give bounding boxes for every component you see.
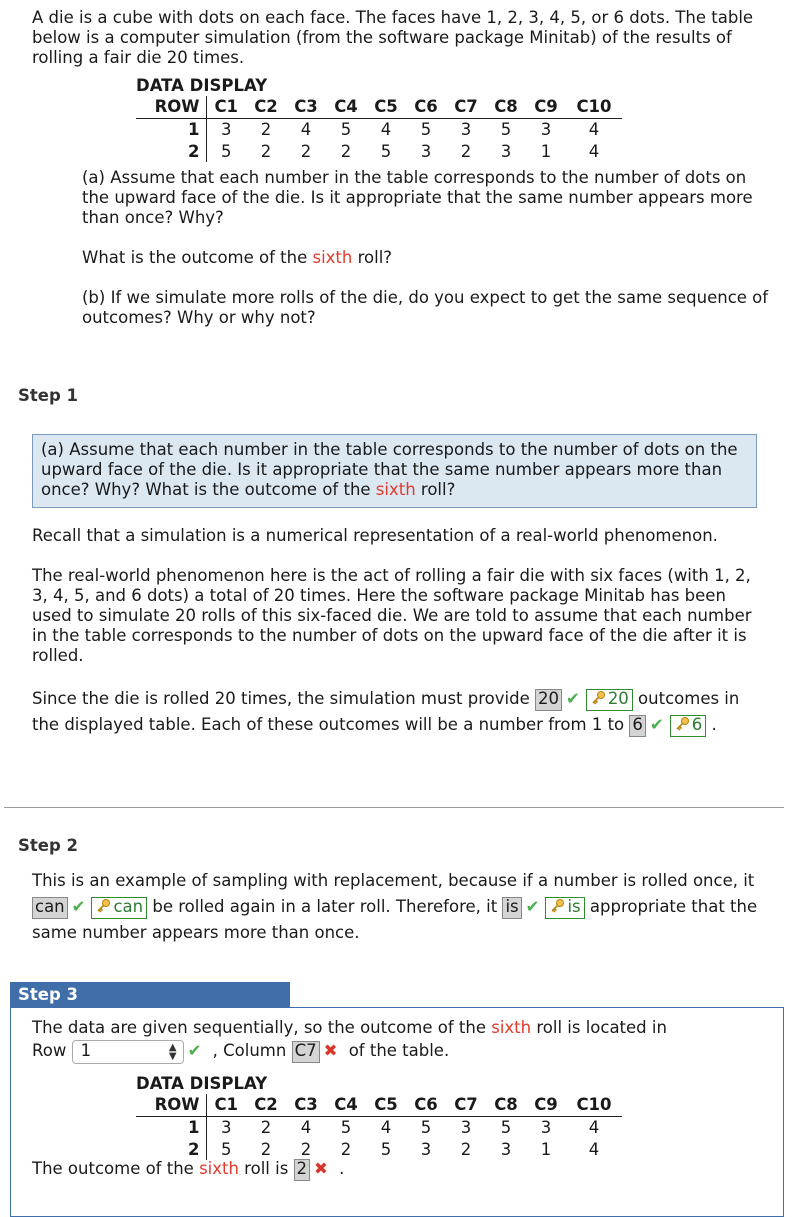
divider: [4, 807, 784, 808]
column-header: C10: [566, 1094, 622, 1116]
step2-text: [32, 868, 772, 946]
column-header: C8: [486, 1094, 526, 1116]
part-a-text: (a) Assume that each number in the table corresponds to the number of dots on the upward face of the die. Is it appropriate that the same number appears more than once? Why?: [82, 168, 753, 227]
table-cell: 2: [300, 141, 312, 161]
table-cell: 5: [500, 119, 512, 139]
column-header: C3: [286, 96, 326, 118]
table-cell: 5: [380, 1139, 392, 1159]
step3-mid: roll is located in: [531, 1018, 667, 1037]
column-header: C2: [246, 96, 286, 118]
column-label: , Column: [212, 1041, 287, 1060]
step1-question-box: [32, 434, 757, 508]
key-icon: [674, 716, 690, 732]
table-row: [136, 1116, 622, 1138]
check-icon: ✔: [649, 715, 664, 734]
step3-body: [32, 1018, 772, 1182]
table-cell: 4: [380, 1117, 392, 1137]
table-cell: 3: [460, 1117, 472, 1137]
table-title: DATA DISPLAY: [136, 76, 268, 95]
check-icon: ✔: [71, 897, 86, 916]
answer-key-is[interactable]: [545, 897, 584, 919]
box-pre: (a) Assume that each number in the table corresponds to the number of dots on the upward face of the die. Is it appropriate that the same number appears more than once? Why? What is the outcome of the: [41, 440, 738, 499]
since-post: .: [706, 715, 717, 734]
table-row: [136, 118, 622, 140]
outcome-line: [32, 1156, 772, 1182]
key-value: can: [113, 896, 144, 916]
step1-body: [32, 526, 762, 738]
step3-header: Step 3: [10, 982, 290, 1008]
question-intro: A die is a cube with dots on each face. The faces have 1, 2, 3, 4, 5, or 6 dots. The table below is a computer simulation (from the software package Minitab) of the results of rolling a fair die 20 times.: [32, 8, 754, 67]
table-cell: 3: [540, 1117, 552, 1137]
column-header: C6: [406, 1094, 446, 1116]
column-header: C4: [326, 96, 366, 118]
row-number: 1: [136, 118, 206, 140]
answer-field-is[interactable]: is: [502, 897, 521, 919]
question-block: [32, 8, 772, 328]
table-cell: 4: [588, 119, 600, 139]
part-b-text: (b) If we simulate more rolls of the die, do you expect to get the same sequence of outcomes? Why or why not?: [82, 288, 769, 327]
outcome-answer-field[interactable]: 2: [294, 1159, 311, 1181]
box-post: roll?: [415, 480, 456, 499]
column-header: C9: [526, 96, 566, 118]
step2-label: Step 2: [18, 836, 78, 855]
step2-mid: be rolled again in a later roll. Therefore, it: [147, 897, 503, 916]
data-display-table-2: [136, 1074, 772, 1160]
outcome-pre: What is the outcome of the: [82, 248, 313, 267]
cross-icon: ✖: [323, 1041, 338, 1060]
since-line: [32, 686, 762, 738]
column-header: C8: [486, 96, 526, 118]
column-header: C7: [446, 96, 486, 118]
key-icon: [549, 898, 565, 914]
outcome-sixth: sixth: [199, 1159, 239, 1178]
key-icon: [95, 898, 111, 914]
table-cell: 3: [460, 119, 472, 139]
sixth-word: sixth: [312, 248, 353, 267]
key-value: is: [567, 896, 581, 916]
row-number: 2: [136, 1138, 206, 1160]
step3-pre: The data are given sequentially, so the outcome of the: [32, 1018, 492, 1037]
column-header: C5: [366, 1094, 406, 1116]
answer-field-6[interactable]: 6: [629, 715, 646, 737]
check-icon: ✔: [187, 1041, 202, 1060]
table-cell: 3: [420, 1139, 432, 1159]
step2-post: appropriate that the same number appears more than once.: [32, 897, 758, 942]
column-header: C7: [446, 1094, 486, 1116]
answer-field-20[interactable]: 20: [535, 689, 562, 711]
column-answer-field[interactable]: C7: [292, 1041, 320, 1063]
column-header: C4: [326, 1094, 366, 1116]
table-cell: 4: [588, 1139, 600, 1159]
column-header: C6: [406, 96, 446, 118]
select-arrows-icon: ▲ ▼: [168, 1041, 177, 1062]
table-cell: 1: [540, 141, 552, 161]
table-cell: 5: [420, 1117, 432, 1137]
of-table: of the table.: [343, 1041, 450, 1060]
row-label: Row: [32, 1041, 67, 1060]
outcome-post: roll?: [352, 248, 393, 267]
table-cell: 5: [221, 141, 232, 161]
table-cell: 2: [340, 141, 352, 161]
step3-row-line: [32, 1038, 772, 1064]
table-cell: 2: [460, 1139, 472, 1159]
table-cell: 4: [588, 1117, 600, 1137]
table-cell: 4: [300, 119, 312, 139]
answer-key-20[interactable]: [586, 689, 633, 711]
outcome-pre-3: The outcome of the: [32, 1159, 200, 1178]
table-cell: 1: [540, 1139, 552, 1159]
table-cell: 3: [540, 119, 552, 139]
key-value: 6: [691, 714, 703, 734]
table-cell: 3: [500, 1139, 512, 1159]
cross-icon: ✖: [314, 1159, 328, 1178]
question-parts: [82, 168, 772, 328]
step3-text: [32, 1018, 772, 1038]
row-number: 1: [136, 1116, 206, 1138]
table-cell: 5: [340, 1117, 352, 1137]
answer-key-can[interactable]: [91, 897, 147, 919]
answer-field-can[interactable]: can: [32, 897, 68, 919]
table-cell: 2: [260, 1117, 272, 1137]
table-cell: 5: [500, 1117, 512, 1137]
column-header: C2: [246, 1094, 286, 1116]
table-cell: 5: [380, 141, 392, 161]
table-cell: 2: [460, 141, 472, 161]
table-cell: 4: [588, 141, 600, 161]
column-header: C10: [566, 96, 622, 118]
data-display-table: [136, 76, 772, 162]
column-header: C3: [286, 1094, 326, 1116]
outcome-question: [82, 248, 772, 268]
key-value: 20: [607, 688, 629, 708]
step1-box-text: [41, 440, 748, 500]
step2-body: [32, 868, 772, 946]
step1-label: Step 1: [18, 386, 78, 405]
key-icon: [590, 690, 606, 706]
row-select-value: 1: [80, 1040, 92, 1060]
table-cell: 2: [260, 141, 272, 161]
since-pre: Since the die is rolled 20 times, the simulation must provide: [32, 689, 535, 708]
column-header: C1: [206, 1094, 246, 1116]
table-cell: 3: [500, 141, 512, 161]
table-cell: 3: [221, 119, 232, 139]
table-cell: 2: [260, 1139, 272, 1159]
outcome-post-3: .: [333, 1159, 345, 1178]
answer-key-6[interactable]: [670, 715, 707, 737]
table-cell: 5: [420, 119, 432, 139]
table-cell: 4: [380, 119, 392, 139]
data-table: [136, 96, 622, 162]
step2-pre: This is an example of sampling with replacement, because if a number is rolled once, it: [32, 871, 755, 890]
outcome-mid: roll is: [238, 1159, 294, 1178]
column-header: C5: [366, 96, 406, 118]
phenomenon-text: The real-world phenomenon here is the act of rolling a fair die with six faces (with 1, 2, 3, 4, 5, and 6 dots) a total of 20 times. Here the software package Minitab has been used to simulate 20 rolls of this six-faced die. We are told to assume that each number in the table corresponds to the number of dots on the upward face of the die after it is rolled.: [32, 566, 752, 665]
column-header: ROW: [136, 1094, 206, 1116]
table-title-2: DATA DISPLAY: [136, 1074, 268, 1093]
since-mid: outcomes in the displayed table. Each of these outcomes will be a number from 1 to: [32, 689, 740, 734]
table-row: [136, 140, 622, 162]
row-number: 2: [136, 140, 206, 162]
recall-text: Recall that a simulation is a numerical representation of a real-world phenomenon.: [32, 526, 718, 545]
table-cell: 5: [221, 1139, 232, 1159]
table-cell: 4: [300, 1117, 312, 1137]
table-cell: 2: [340, 1139, 352, 1159]
column-header: C9: [526, 1094, 566, 1116]
table-cell: 3: [221, 1117, 232, 1137]
data-table-2: [136, 1094, 622, 1160]
check-icon: ✔: [525, 897, 540, 916]
table-cell: 5: [340, 119, 352, 139]
row-select[interactable]: [72, 1040, 184, 1064]
table-cell: 3: [420, 141, 432, 161]
table-cell: 2: [260, 119, 272, 139]
box-sixth: sixth: [375, 480, 416, 499]
table-cell: 2: [300, 1139, 312, 1159]
check-icon: ✔: [565, 689, 580, 708]
column-header: C1: [206, 96, 246, 118]
column-header: ROW: [136, 96, 206, 118]
step3-sixth: sixth: [491, 1018, 532, 1037]
